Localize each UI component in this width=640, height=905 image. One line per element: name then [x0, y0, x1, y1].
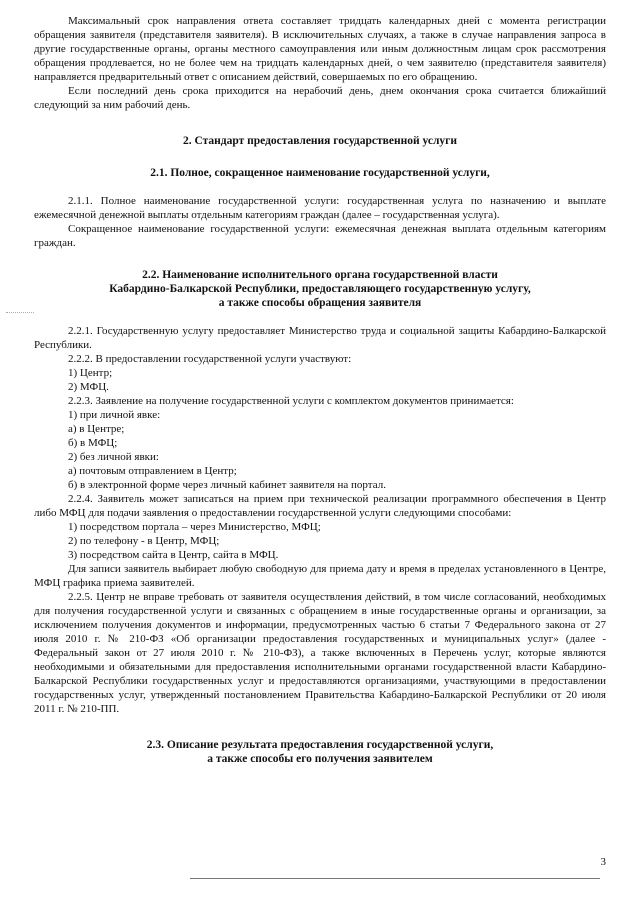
list-item: 1) Центр;: [68, 367, 113, 379]
section-2-3-heading-line2: а также способы его получения заявителем: [207, 753, 433, 765]
list-item: 1) при личной явке:: [68, 409, 161, 421]
section-2-2-heading-line1: 2.2. Наименование исполнительного органа государственной власти: [142, 269, 498, 281]
paragraph-2-2-5: 2.2.5. Центр не вправе требовать от заявителя осуществления действий, в том числе согласований, необходимых для получения государственной услуги и связанных с обращением в иные государственные органы и организации, за исключением получения документов и информации, предусмотренных частью 6 статьи 7 Федерального закона от 27 июля 2010 г. № 210-ФЗ «Об организации предоставления государственных и муниципальных услуг» (далее - Федеральный закон от 27 июля 2010 г. № 210-ФЗ), а также включенных в Перечень услуг, которые являются необходимыми и обязательными для предоставления исполнительными органами государственной власти Кабардино-Балкарской Республики государственных услуг и предоставляются организациями, участвующими в предоставлении государственных услуг, утвержденный постановлением Правительства Кабардино-Балкарской Республики от 20 июля 2011 г. № 210-ПП.: [34, 591, 606, 715]
section-2-1-heading: 2.1. Полное, сокращенное наименование государственной услуги,: [150, 167, 490, 179]
list-item: 2) МФЦ.: [68, 381, 109, 393]
section-2-heading: 2. Стандарт предоставления государственной услуги: [182, 135, 458, 147]
margin-mark: [6, 312, 34, 313]
paragraph-2-2-2: 2.2.2. В предоставлении государственной услуги участвуют:: [68, 353, 352, 365]
list-item: 2) без личной явки:: [68, 451, 159, 463]
paragraph-2-2-4: 2.2.4. Заявитель может записаться на прием при технической реализации программного обеспечения в Центр либо МФЦ для подачи заявления о предоставлении государственной услуги следующими способами:: [34, 493, 606, 519]
section-2-2-heading-line3: а также способы обращения заявителя: [218, 297, 422, 309]
paragraph-appointment: Для записи заявитель выбирает любую свободную для приема дату и время в пределах установленного в Центре, МФЦ графика приема заявителей.: [34, 563, 606, 589]
page-number: 3: [600, 856, 606, 868]
paragraph-2-1-1: 2.1.1. Полное наименование государственной услуги: государственная услуга по назначению и выплате ежемесячной денежной выплаты отдельным категориям граждан (далее – государственная услуга).: [34, 195, 606, 221]
footer-divider: [190, 878, 600, 879]
paragraph-short-name: Сокращенное наименование государственной услуги: ежемесячная денежная выплата отдельным категориям граждан.: [34, 223, 606, 249]
list-item: 2) по телефону - в Центр, МФЦ;: [68, 535, 220, 547]
paragraph-weekend-deadline: Если последний день срока приходится на нерабочий день, днем окончания срока считается ближайший следующий за ним рабочий день.: [34, 85, 606, 111]
list-item: б) в МФЦ;: [68, 437, 118, 449]
section-2-2-heading-line2: Кабардино-Балкарской Республики, предоставляющего государственную услугу,: [109, 283, 531, 295]
list-item: б) в электронной форме через личный кабинет заявителя на портал.: [68, 479, 386, 491]
section-2-3-heading-line1: 2.3. Описание результата предоставления государственной услуги,: [146, 739, 494, 751]
list-item: 3) посредством сайта в Центр, сайта в МФЦ.: [68, 549, 279, 561]
list-item: а) в Центре;: [68, 423, 125, 435]
paragraph-2-2-3: 2.2.3. Заявление на получение государственной услуги с комплектом документов принимается:: [68, 395, 514, 407]
paragraph-2-2-1: 2.2.1. Государственную услугу предоставляет Министерство труда и социальной защиты Кабардино-Балкарской Республики.: [34, 325, 606, 351]
paragraph-response-deadline: Максимальный срок направления ответа составляет тридцать календарных дней с момента регистрации обращения заявителя (представителя заявителя). В исключительных случаях, а также в случае направления запроса в другие государственные органы, органы местного самоуправления или иным должностным лицам срок рассмотрения обращения продлевается, но не более чем на тридцать календарных дней, о чем заявителю (представителя заявителя) направляется предварительный ответ с описанием действий, совершаемых по его обращению.: [34, 15, 606, 83]
list-item: 1) посредством портала – через Министерство, МФЦ;: [68, 521, 321, 533]
list-item: а) почтовым отправлением в Центр;: [68, 465, 237, 477]
